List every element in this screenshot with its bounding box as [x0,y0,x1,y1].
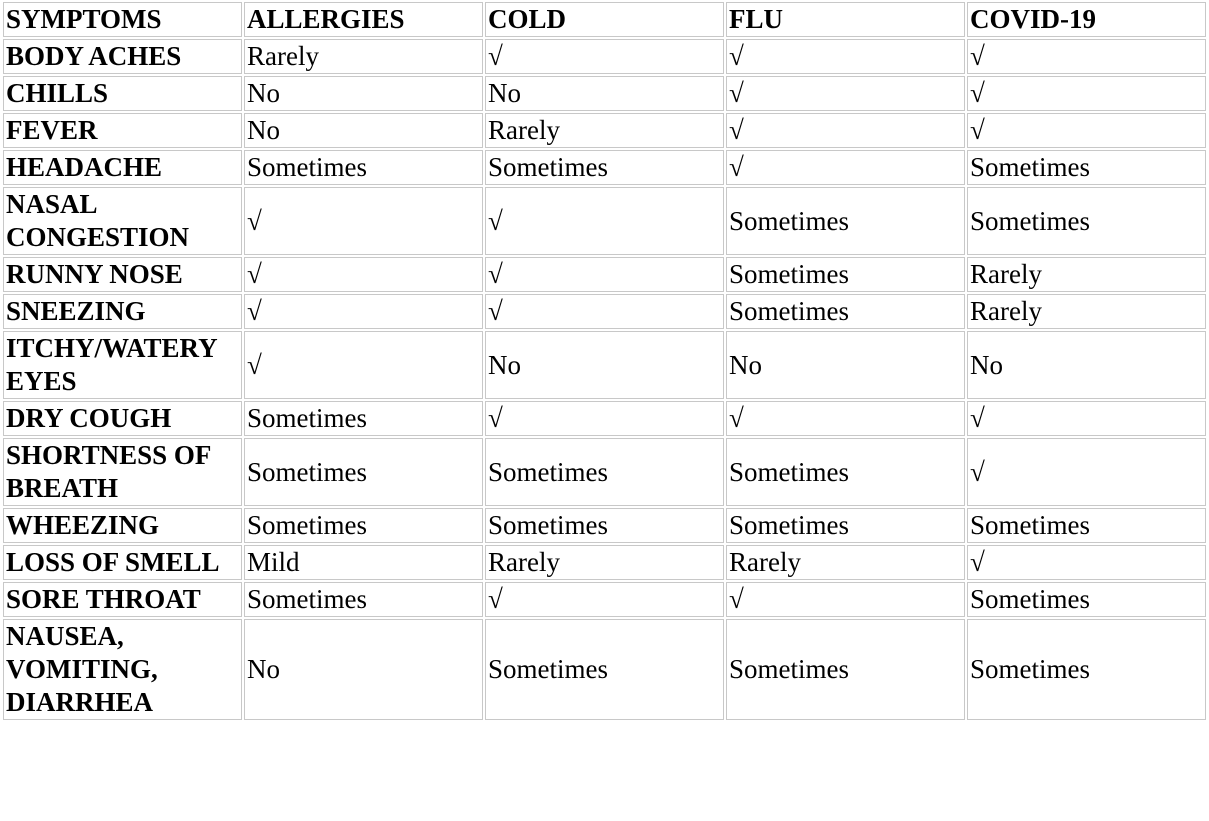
cold-value-cell: Sometimes [485,508,724,543]
allergies-value-cell: Mild [244,545,483,580]
flu-value-cell: √ [726,582,965,617]
table-row [3,508,1206,543]
covid-19-value-cell: Sometimes [967,582,1206,617]
covid-19-value-cell: √ [967,76,1206,111]
flu-value-cell: No [726,331,965,399]
symptom-cell: RUNNY NOSE [3,257,242,292]
flu-value-cell: Sometimes [726,294,965,329]
cold-value-cell: Sometimes [485,438,724,506]
symptom-cell: SHORTNESS OF BREATH [3,438,242,506]
symptom-cell: HEADACHE [3,150,242,185]
covid-19-value-cell: Sometimes [967,508,1206,543]
header-symptoms: SYMPTOMS [3,2,242,37]
flu-value-cell: Sometimes [726,187,965,255]
table-row [3,545,1206,580]
cold-value-cell: √ [485,294,724,329]
cold-value-cell: No [485,331,724,399]
table-row [3,76,1206,111]
flu-value-cell: √ [726,39,965,74]
header-allergies: ALLERGIES [244,2,483,37]
table-row [3,331,1206,399]
cold-value-cell: No [485,76,724,111]
symptom-cell: CHILLS [3,76,242,111]
header-cold: COLD [485,2,724,37]
symptom-cell: LOSS OF SMELL [3,545,242,580]
header-covid-19: COVID-19 [967,2,1206,37]
allergies-value-cell: √ [244,294,483,329]
allergies-value-cell: No [244,76,483,111]
table-row [3,113,1206,148]
flu-value-cell: √ [726,150,965,185]
covid-19-value-cell: √ [967,113,1206,148]
covid-19-value-cell: Rarely [967,294,1206,329]
table-row [3,438,1206,506]
symptom-cell: BODY ACHES [3,39,242,74]
covid-19-value-cell: √ [967,401,1206,436]
table-row [3,257,1206,292]
symptom-cell: ITCHY/WATERY EYES [3,331,242,399]
covid-19-value-cell: Sometimes [967,619,1206,720]
cold-value-cell: Sometimes [485,150,724,185]
cold-value-cell: √ [485,582,724,617]
cold-value-cell: √ [485,401,724,436]
symptom-cell: NAUSEA, VOMITING, DIARRHEA [3,619,242,720]
allergies-value-cell: Sometimes [244,582,483,617]
flu-value-cell: Sometimes [726,619,965,720]
symptoms-comparison-table [1,0,1208,722]
covid-19-value-cell: Sometimes [967,150,1206,185]
symptom-cell: NASAL CONGESTION [3,187,242,255]
allergies-value-cell: Sometimes [244,508,483,543]
table-row [3,619,1206,720]
table-row [3,294,1206,329]
cold-value-cell: Sometimes [485,619,724,720]
covid-19-value-cell: √ [967,39,1206,74]
cold-value-cell: Rarely [485,113,724,148]
flu-value-cell: Sometimes [726,508,965,543]
flu-value-cell: Sometimes [726,438,965,506]
table-header [3,2,1206,37]
flu-value-cell: √ [726,401,965,436]
covid-19-value-cell: Sometimes [967,187,1206,255]
cold-value-cell: √ [485,187,724,255]
flu-value-cell: Rarely [726,545,965,580]
covid-19-value-cell: No [967,331,1206,399]
header-row [3,2,1206,37]
symptom-cell: DRY COUGH [3,401,242,436]
flu-value-cell: √ [726,113,965,148]
allergies-value-cell: √ [244,331,483,399]
symptom-cell: SNEEZING [3,294,242,329]
allergies-value-cell: No [244,619,483,720]
table-row [3,401,1206,436]
table-body [3,39,1206,720]
allergies-value-cell: Rarely [244,39,483,74]
flu-value-cell: √ [726,76,965,111]
symptom-cell: FEVER [3,113,242,148]
allergies-value-cell: Sometimes [244,150,483,185]
symptom-cell: WHEEZING [3,508,242,543]
header-flu: FLU [726,2,965,37]
cold-value-cell: √ [485,257,724,292]
table-row [3,582,1206,617]
table-row [3,39,1206,74]
cold-value-cell: Rarely [485,545,724,580]
flu-value-cell: Sometimes [726,257,965,292]
covid-19-value-cell: Rarely [967,257,1206,292]
covid-19-value-cell: √ [967,438,1206,506]
table-row [3,150,1206,185]
allergies-value-cell: √ [244,187,483,255]
allergies-value-cell: √ [244,257,483,292]
cold-value-cell: √ [485,39,724,74]
table-row [3,187,1206,255]
symptom-cell: SORE THROAT [3,582,242,617]
allergies-value-cell: Sometimes [244,401,483,436]
allergies-value-cell: No [244,113,483,148]
allergies-value-cell: Sometimes [244,438,483,506]
covid-19-value-cell: √ [967,545,1206,580]
